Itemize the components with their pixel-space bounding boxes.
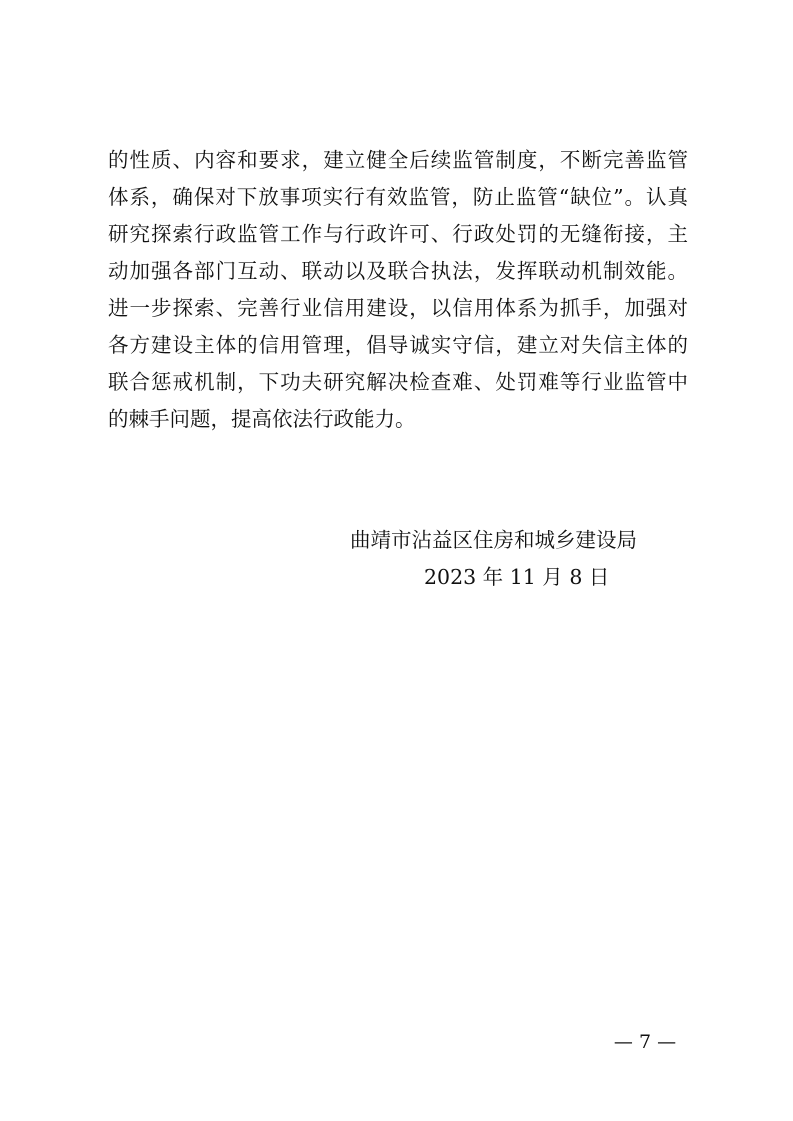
issuing-organization: 曲靖市沾益区住房和城乡建设局	[350, 528, 637, 552]
paragraph-line: 研究探索行政监管工作与行政许可、行政处罚的无缝衔接，主	[108, 222, 688, 246]
signature-block	[350, 522, 670, 596]
page-number: — 7 —	[613, 1031, 677, 1053]
paragraph-line: 体系，确保对下放事项实行有效监管，防止监管“缺位”。认真	[108, 185, 688, 209]
issue-date: 2023 年 11 月 8 日	[424, 565, 610, 589]
body-paragraph	[108, 142, 688, 438]
paragraph-line: 进一步探索、完善行业信用建设，以信用体系为抓手，加强对	[108, 296, 688, 320]
paragraph-line: 联合惩戒机制，下功夫研究解决检查难、处罚难等行业监管中	[108, 370, 688, 394]
paragraph-line: 的性质、内容和要求，建立健全后续监管制度，不断完善监管	[108, 148, 688, 172]
paragraph-line: 动加强各部门互动、联动以及联合执法，发挥联动机制效能。	[108, 259, 688, 283]
paragraph-line: 的棘手问题，提高依法行政能力。	[108, 407, 416, 431]
paragraph-line: 各方建设主体的信用管理，倡导诚实守信，建立对失信主体的	[108, 333, 688, 357]
